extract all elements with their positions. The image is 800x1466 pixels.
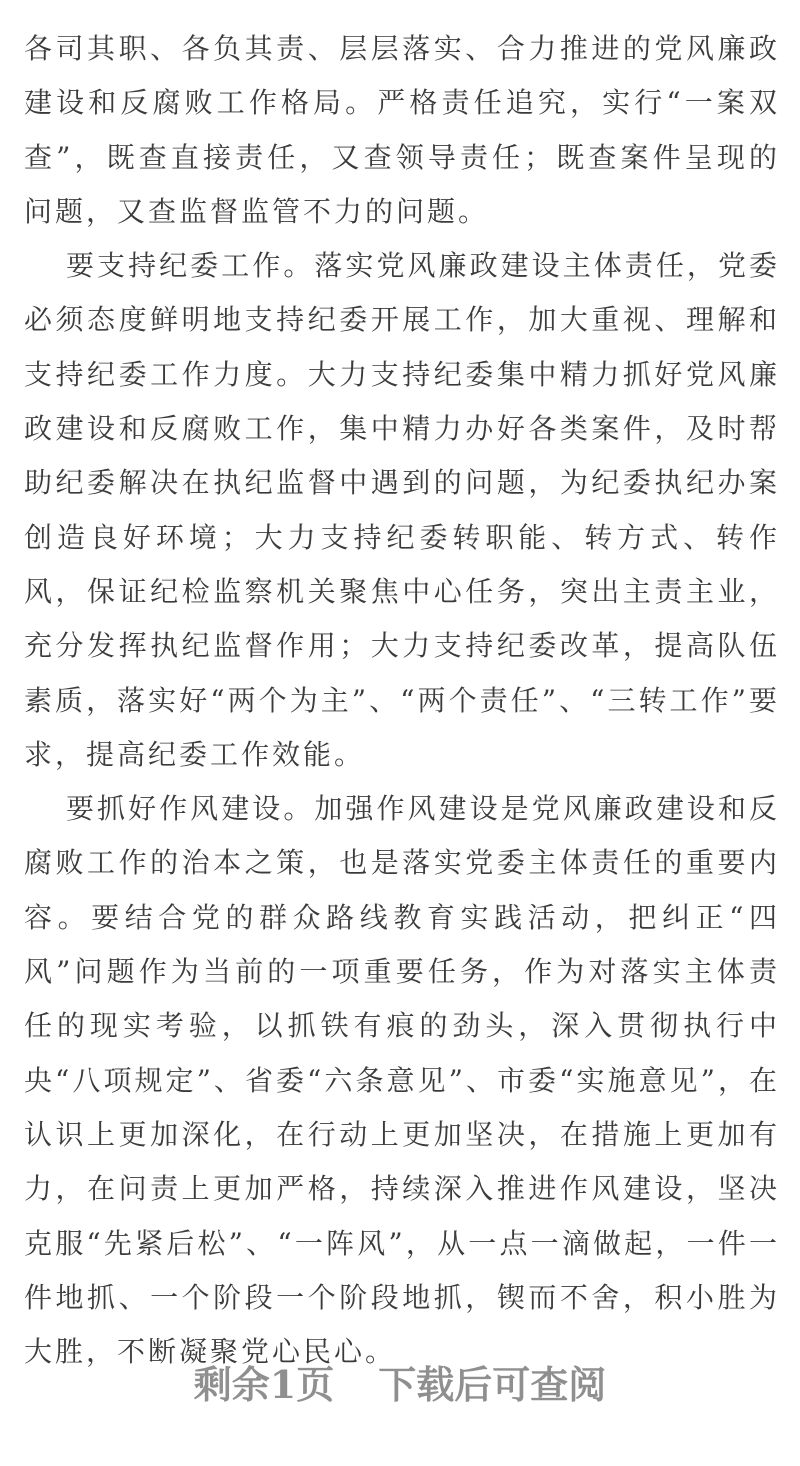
article-body [24,22,780,1379]
remaining-pages-label: 剩余1页 [193,1362,335,1407]
paragraph-1: 各司其职、各负其责、层层落实、合力推进的党风廉政建设和反腐败工作格局。严格责任追究，实行“一案双查”，既查直接责任，又查领导责任；既查案件呈现的问题，又查监督监管不力的问题。 [24,32,780,228]
download-prompt[interactable] [0,1355,800,1415]
paragraph-3: 要抓好作风建设。加强作风建设是党风廉政建设和反腐败工作的治本之策，也是落实党委主体责任的重要内容。要结合党的群众路线教育实践活动，把纠正“四风”问题作为当前的一项重要任务，作为对落实主体责任的现实考验，以抓铁有痕的劲头，深入贯彻执行中央“八项规定”、省委“六条意见”、市委“实施意见”，在认识上更加深化，在行动上更加坚决，在措施上更加有力，在问责上更加严格，持续深入推进作风建设，坚决克服“先紧后松”、“一阵风”，从一点一滴做起，一件一件地抓、一个阶段一个阶段地抓，锲而不舍，积小胜为大胜，不断凝聚党心民心。 [24,792,780,1369]
download-hint-label: 下载后可查阅 [378,1362,607,1407]
paragraph-2: 要支持纪委工作。落实党风廉政建设主体责任，党委必须态度鲜明地支持纪委开展工作，加大重视、理解和支持纪委工作力度。大力支持纪委集中精力抓好党风廉政建设和反腐败工作，集中精力办好各类案件，及时帮助纪委解决在执纪监督中遇到的问题，为纪委执纪办案创造良好环境；大力支持纪委转职能、转方式、转作风，保证纪检监察机关聚焦中心任务，突出主责主业，充分发挥执纪监督作用；大力支持纪委改革，提高队伍素质，落实好“两个为主”、“两个责任”、“三转工作”要求，提高纪委工作效能。 [24,249,780,771]
